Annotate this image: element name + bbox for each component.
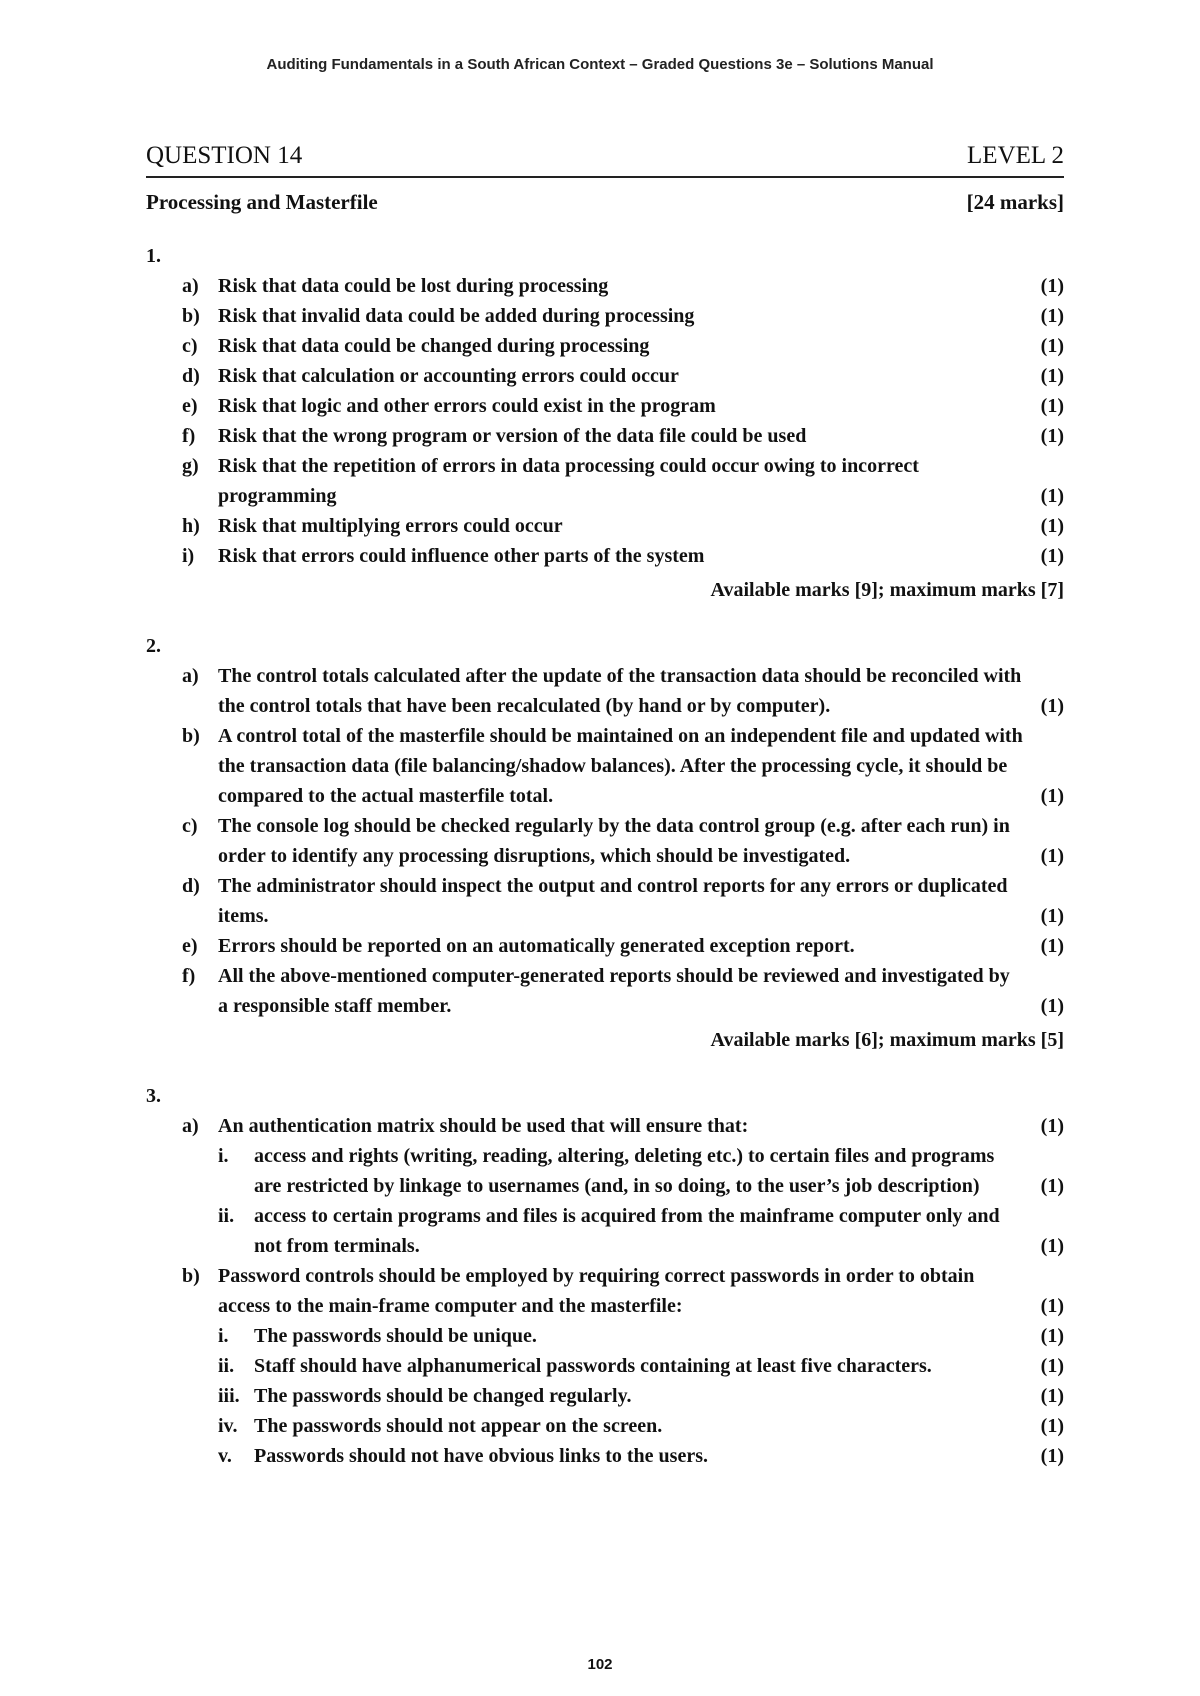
item-mark: (1)	[1040, 545, 1064, 567]
list-item	[146, 511, 1064, 541]
item-text: The control totals calculated after the update of the transaction data should be reconciled with the control totals that have been recalculated (by hand or by computer).	[218, 665, 1022, 717]
sub-item	[146, 1321, 1064, 1351]
item-label: a)	[182, 1115, 199, 1137]
item-text: Errors should be reported on an automatically generated exception report.	[218, 935, 855, 957]
list-item	[146, 361, 1064, 391]
sub-item	[146, 1381, 1064, 1411]
running-header: Auditing Fundamentals in a South African Context – Graded Questions 3e – Solutions Manual	[266, 56, 934, 73]
item-mark: (1)	[1040, 995, 1064, 1017]
list-item	[146, 301, 1064, 331]
item-text: Risk that data could be changed during processing	[218, 335, 650, 357]
item-mark: (1)	[1040, 395, 1064, 417]
item-text: Risk that data could be lost during processing	[218, 275, 609, 297]
sub-item-mark: (1)	[1040, 1385, 1064, 1407]
item-text: An authentication matrix should be used that will ensure that:	[218, 1115, 749, 1137]
item-mark: (1)	[1040, 425, 1064, 447]
item-label: c)	[182, 335, 198, 357]
sub-item-text: The passwords should not appear on the screen.	[254, 1415, 663, 1437]
available-marks: Available marks [9]; maximum marks [7]	[710, 579, 1064, 601]
item-mark: (1)	[1040, 935, 1064, 957]
item-label: c)	[182, 815, 198, 837]
question-title: QUESTION 14	[146, 142, 303, 169]
item-label: b)	[182, 1265, 200, 1287]
sub-item-label: ii.	[218, 1205, 235, 1227]
item-label: i)	[182, 545, 195, 567]
sub-item-text: Passwords should not have obvious links to the users.	[254, 1445, 708, 1467]
item-label: e)	[182, 935, 198, 957]
sub-item-label: i.	[218, 1145, 229, 1167]
item-text: The console log should be checked regularly by the data control group (e.g. after each run) in order to identify any processing disruptions, which should be investigated.	[218, 815, 1010, 867]
content	[146, 142, 1064, 1471]
sub-item-label: i.	[218, 1325, 229, 1347]
question-heading	[146, 142, 1064, 178]
item-mark: (1)	[1040, 515, 1064, 537]
item-text: Risk that the wrong program or version of the data file could be used	[218, 425, 807, 447]
sub-item-text: Staff should have alphanumerical passwords containing at least five characters.	[254, 1355, 932, 1377]
list-item	[146, 871, 1064, 931]
item-mark: (1)	[1040, 275, 1064, 297]
section-1	[146, 241, 1064, 605]
topic-title: Processing and Masterfile	[146, 190, 378, 214]
item-mark: (1)	[1040, 1295, 1064, 1317]
item-label: a)	[182, 275, 199, 297]
section-number: 2.	[146, 635, 161, 657]
item-mark: (1)	[1040, 485, 1064, 507]
list-item	[146, 541, 1064, 571]
item-label: h)	[182, 515, 200, 537]
list-item	[146, 811, 1064, 871]
item-label: b)	[182, 305, 200, 327]
item-mark: (1)	[1040, 1115, 1064, 1137]
sub-item-mark: (1)	[1040, 1325, 1064, 1347]
sub-item-label: iv.	[218, 1415, 238, 1437]
topic-heading	[146, 190, 1064, 215]
item-mark: (1)	[1040, 845, 1064, 867]
list-item	[146, 391, 1064, 421]
list-item	[146, 931, 1064, 961]
sub-item-label: v.	[218, 1445, 232, 1467]
item-mark: (1)	[1040, 305, 1064, 327]
item-label: e)	[182, 395, 198, 417]
item-mark: (1)	[1040, 335, 1064, 357]
item-mark: (1)	[1040, 905, 1064, 927]
sub-item-mark: (1)	[1040, 1415, 1064, 1437]
item-label: f)	[182, 965, 196, 987]
sub-item	[146, 1411, 1064, 1441]
topic-marks: [24 marks]	[966, 190, 1064, 214]
sub-item-mark: (1)	[1040, 1175, 1064, 1197]
item-label: d)	[182, 875, 200, 897]
item-text: Risk that logic and other errors could exist in the program	[218, 395, 716, 417]
list-item	[146, 661, 1064, 721]
sub-item-text: The passwords should be changed regularly.	[254, 1385, 632, 1407]
list-item	[146, 1261, 1064, 1321]
item-label: f)	[182, 425, 196, 447]
sub-item-text: access to certain programs and files is acquired from the mainframe computer only and not from terminals.	[254, 1205, 1000, 1257]
item-mark: (1)	[1040, 785, 1064, 807]
list-item	[146, 721, 1064, 811]
sub-item-mark: (1)	[1040, 1445, 1064, 1467]
sub-item	[146, 1141, 1064, 1201]
sub-item-text: access and rights (writing, reading, altering, deleting etc.) to certain files and programs are restricted by linkage to usernames (and, in so doing, to the user’s job description)	[254, 1145, 995, 1197]
section-number: 1.	[146, 245, 161, 267]
list-item	[146, 271, 1064, 301]
list-item	[146, 451, 1064, 511]
sub-item-label: ii.	[218, 1355, 235, 1377]
item-text: Risk that errors could influence other parts of the system	[218, 545, 705, 567]
item-label: b)	[182, 725, 200, 747]
item-label: d)	[182, 365, 200, 387]
sub-item-mark: (1)	[1040, 1235, 1064, 1257]
item-text: The administrator should inspect the output and control reports for any errors or duplicated items.	[218, 875, 1008, 927]
list-item	[146, 1111, 1064, 1141]
available-marks: Available marks [6]; maximum marks [5]	[710, 1029, 1064, 1051]
list-item	[146, 961, 1064, 1021]
item-mark: (1)	[1040, 695, 1064, 717]
sub-item-label: iii.	[218, 1385, 240, 1407]
item-text: Password controls should be employed by requiring correct passwords in order to obtain access to the main-frame computer and the masterfile:	[218, 1265, 975, 1317]
section-2	[146, 631, 1064, 1055]
item-text: A control total of the masterfile should be maintained on an independent file and updated with the transaction data (file balancing/shadow balances). After the processing cycle, it should be compared to the actual masterfile total.	[218, 725, 1023, 807]
sub-item	[146, 1441, 1064, 1471]
item-text: Risk that the repetition of errors in data processing could occur owing to incorrect programming	[218, 455, 919, 507]
item-text: Risk that invalid data could be added during processing	[218, 305, 695, 327]
sub-item-mark: (1)	[1040, 1355, 1064, 1377]
item-text: Risk that calculation or accounting errors could occur	[218, 365, 679, 387]
sub-item-text: The passwords should be unique.	[254, 1325, 537, 1347]
item-text: All the above-mentioned computer-generated reports should be reviewed and investigated by a responsible staff member.	[218, 965, 1010, 1017]
list-item	[146, 421, 1064, 451]
item-text: Risk that multiplying errors could occur	[218, 515, 563, 537]
sub-item	[146, 1351, 1064, 1381]
question-level: LEVEL 2	[967, 142, 1064, 169]
list-item	[146, 331, 1064, 361]
item-label: a)	[182, 665, 199, 687]
sub-item	[146, 1201, 1064, 1261]
section-number: 3.	[146, 1085, 161, 1107]
page-number: 102	[587, 1656, 613, 1673]
item-label: g)	[182, 455, 199, 477]
item-mark: (1)	[1040, 365, 1064, 387]
section-3	[146, 1081, 1064, 1471]
